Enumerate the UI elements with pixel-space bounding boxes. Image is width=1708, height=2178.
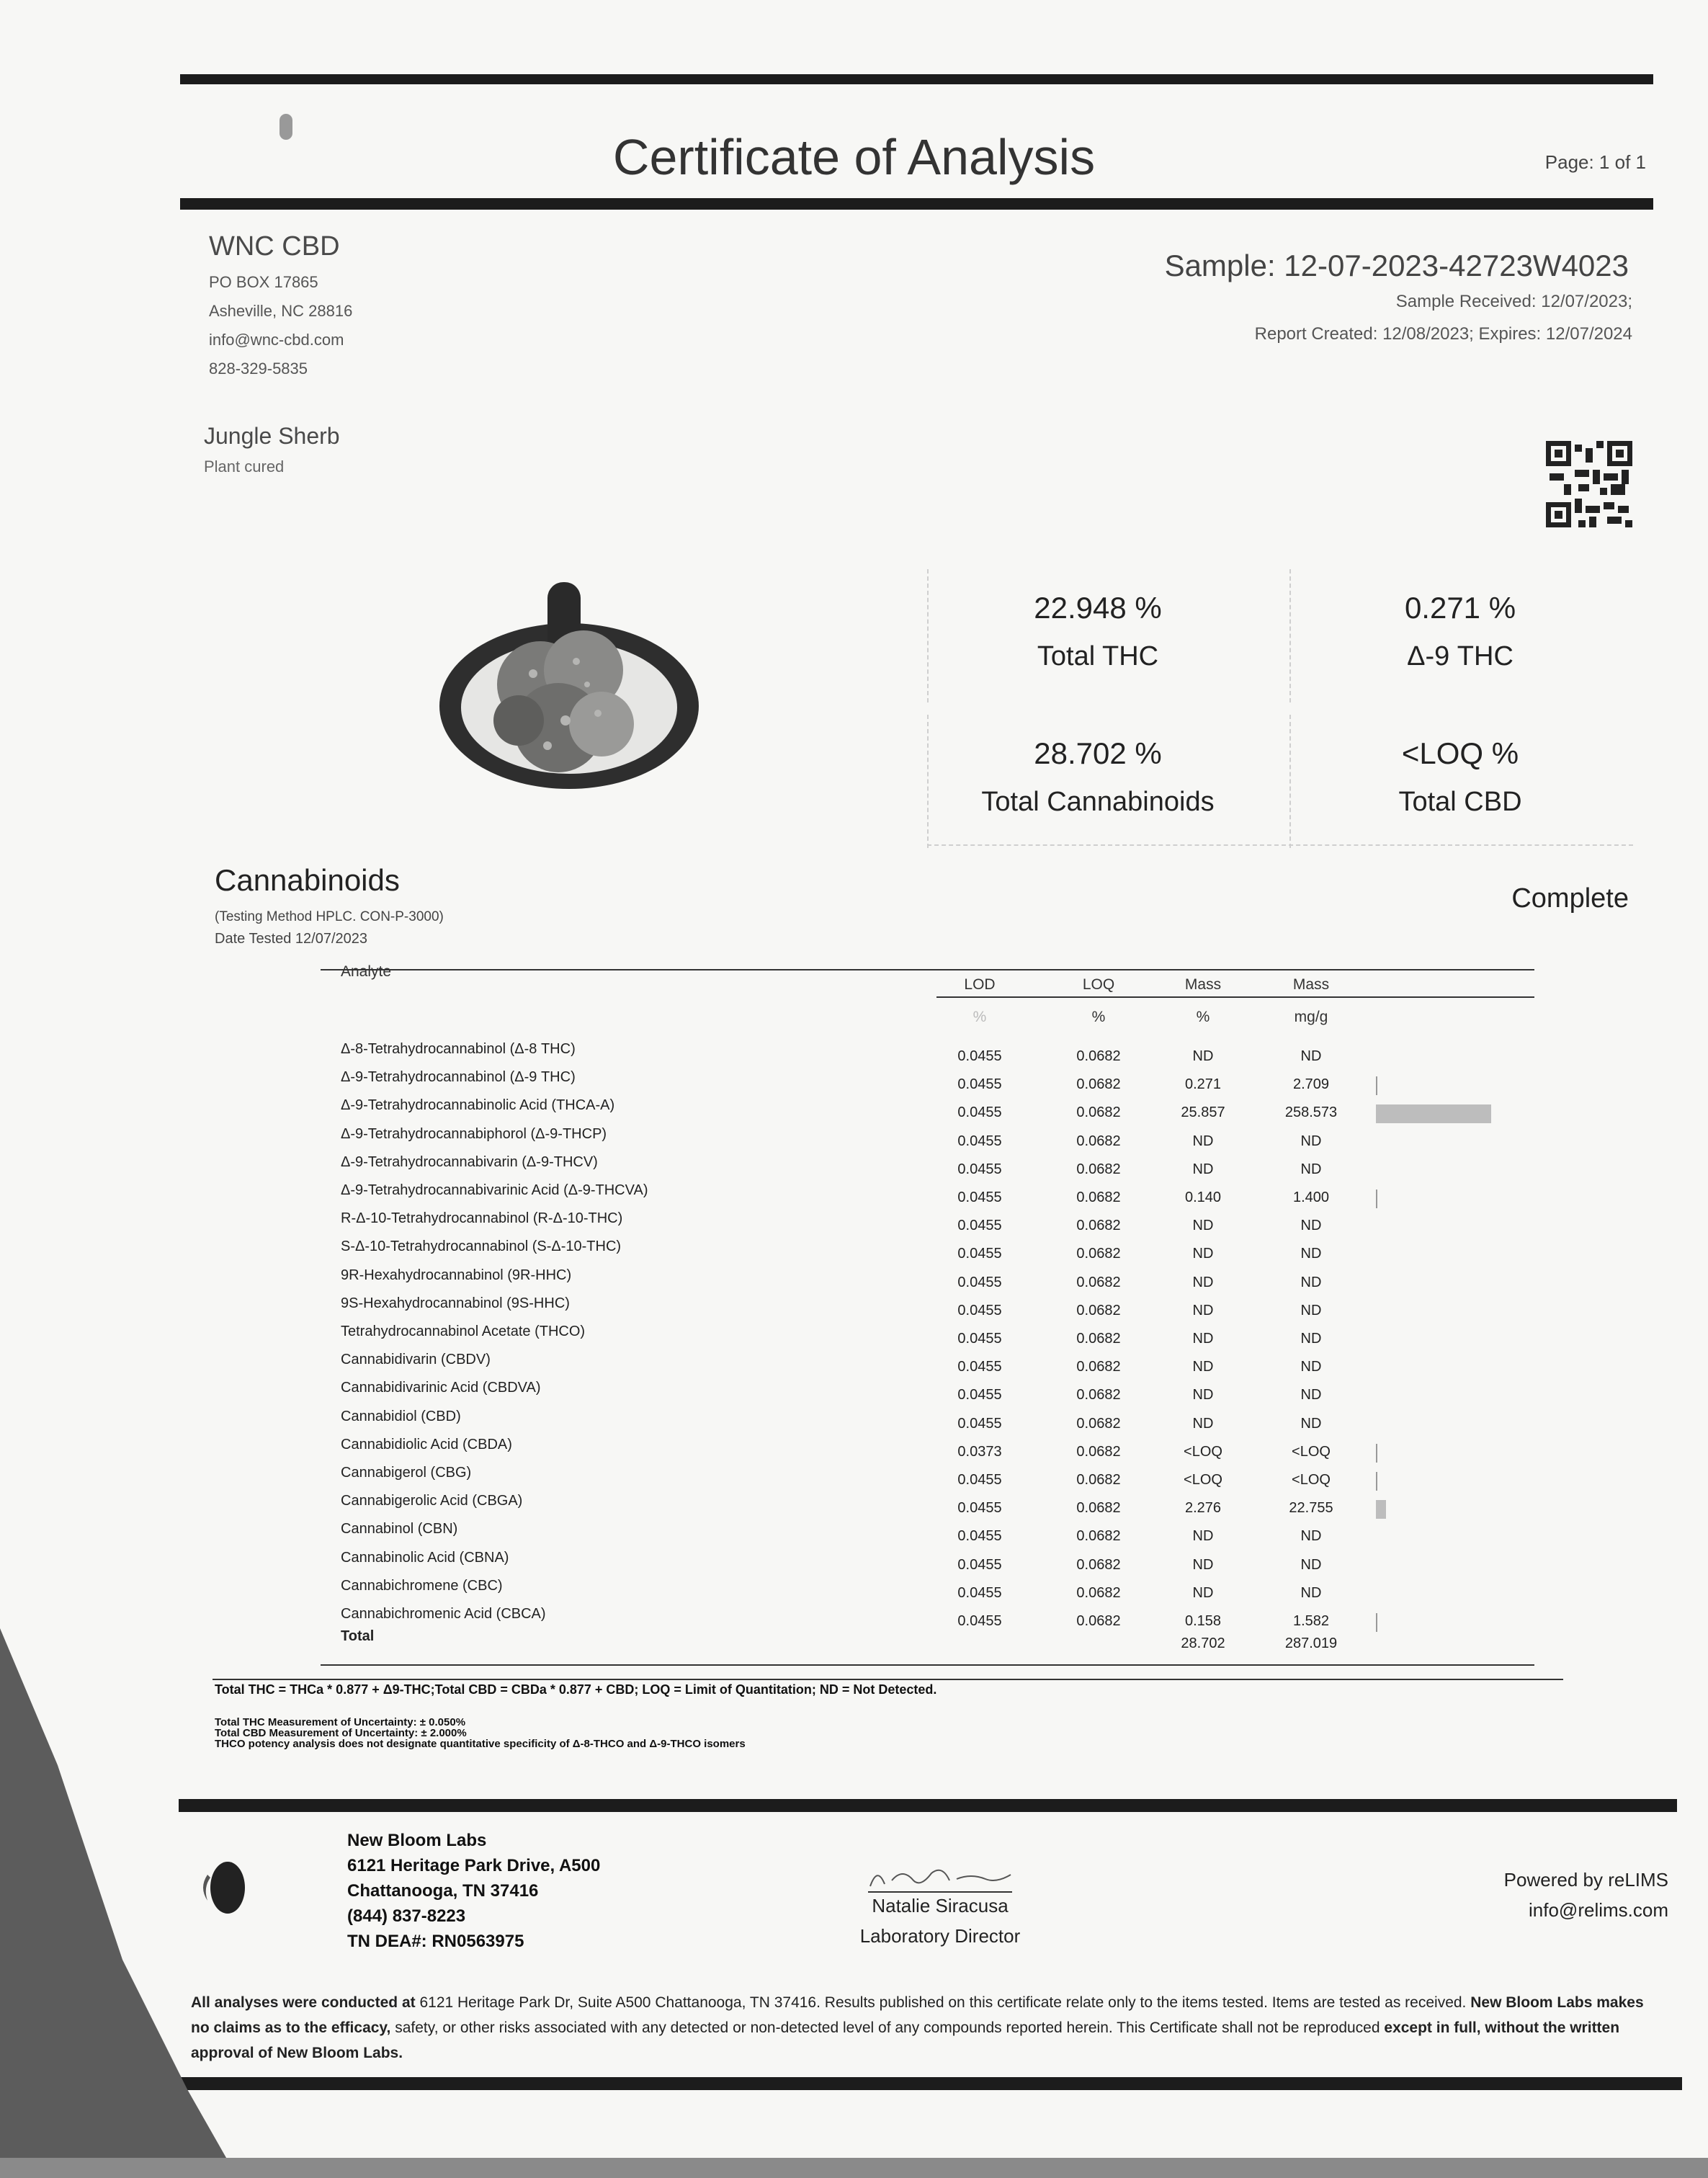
powered-by [1504,1865,1668,1925]
qr-code-icon[interactable] [1546,441,1632,527]
testing-method: (Testing Method HPLC. CON-P-3000) [215,909,444,924]
analyte-cell: Δ-9-Tetrahydrocannabivarin (Δ-9-THCV) [341,1153,598,1170]
mass-mgg-cell: ND [1300,1387,1322,1403]
mass-mgg-cell: <LOQ [1292,1443,1331,1460]
mass-pct-cell: ND [1192,1387,1214,1403]
lod-cell: 0.0455 [957,1500,1002,1517]
lod-cell: 0.0455 [957,1359,1002,1375]
header-lod: LOD [964,976,996,993]
analyte-cell: Δ-8-Tetrahydrocannabinol (Δ-8 THC) [341,1041,576,1057]
report-created: Report Created: 12/08/2023; Expires: 12/07/2024 [1254,324,1632,344]
mass-pct-cell: ND [1192,1161,1214,1177]
client-name: WNC CBD [209,231,340,262]
summary-value: 22.948 % [1034,591,1162,625]
mass-pct-cell: 0.140 [1184,1190,1222,1205]
client-email: info@wnc-cbd.com [209,331,344,349]
mass-pct-cell: 2.276 [1184,1500,1222,1517]
disclaimer-text-2: safety, or other risks associated with any detected or non-detected level of any compounds reported herein. This Certificate shall not be reproduced [390,2019,1385,2036]
lod-cell: 0.0455 [957,1528,1002,1545]
table-row [321,1380,1534,1408]
mass-mgg-cell: ND [1300,1584,1322,1601]
mass-pct-cell: ND [1192,1584,1214,1601]
loq-cell: 0.0682 [1076,1076,1121,1093]
table-row [321,1465,1534,1493]
client-address-line2: Asheville, NC 28816 [209,302,353,320]
total-label: Total [341,1628,375,1645]
mass-bar [1376,1076,1377,1095]
scan-shadow [0,1585,245,2178]
powered-by-email[interactable]: info@relims.com [1529,1899,1668,1921]
mass-pct-cell: ND [1192,1415,1214,1432]
footer-bottom-rule [176,2077,1682,2090]
date-tested: Date Tested 12/07/2023 [215,931,368,947]
mass-mgg-cell: 1.582 [1292,1613,1330,1629]
note-formula: Total THC = THCa * 0.877 + Δ9-THC;Total CBD = CBDa * 0.877 + CBD; LOQ = Limit of Quantitation; ND = Not Detected. [215,1682,937,1697]
table-row [321,1352,1534,1380]
analyte-cell: Δ-9-Tetrahydrocannabinolic Acid (THCA-A) [341,1097,615,1114]
table-row [321,1267,1534,1295]
mass-pct-cell: ND [1192,1218,1214,1234]
unit-mass-pct: % [1196,1009,1210,1025]
summary-value: 0.271 % [1404,591,1516,625]
summary-total-thc [927,569,1267,702]
header-mass-mgg: Mass [1292,976,1330,993]
mass-mgg-cell: ND [1300,1415,1322,1432]
analyte-cell: Δ-9-Tetrahydrocannabinol (Δ-9 THC) [341,1069,576,1086]
table-row [321,1295,1534,1324]
note-thco: THCO potency analysis does not designate quantitative specificity of Δ-8-THCO and Δ-9-THCO isomers [215,1738,746,1750]
mass-mgg-cell: ND [1300,1274,1322,1290]
mass-bar [1376,1104,1491,1123]
analyte-cell: Tetrahydrocannabinol Acetate (THCO) [341,1324,586,1339]
table-row [321,1041,1534,1069]
loq-cell: 0.0682 [1076,1161,1121,1177]
lod-cell: 0.0455 [957,1584,1002,1601]
lod-cell: 0.0455 [957,1302,1002,1318]
lod-cell: 0.0455 [957,1218,1002,1234]
results-table [321,963,1534,1672]
loq-cell: 0.0682 [1076,1104,1121,1121]
table-bottom-rule [321,1664,1534,1666]
powered-by-label: Powered by reLIMS [1503,1869,1668,1891]
header-divider [936,996,1534,998]
table-row [321,1182,1534,1210]
table-row [321,1521,1534,1549]
mass-pct-cell: ND [1192,1331,1214,1347]
analyte-cell: 9R-Hexahydrocannabinol (9R-HHC) [341,1267,572,1283]
client-phone: 828-329-5835 [209,360,308,378]
loq-cell: 0.0682 [1076,1359,1121,1375]
total-mgg: 287.019 [1284,1635,1338,1652]
analyte-cell: Cannabigerol (CBG) [341,1465,472,1481]
header-analyte: Analyte [341,963,392,980]
loq-cell: 0.0682 [1076,1528,1121,1545]
product-image [432,576,706,807]
analyte-cell: Cannabigerolic Acid (CBGA) [341,1493,523,1509]
sample-id: Sample: 12-07-2023-42723W4023 [1164,249,1629,282]
mass-mgg-cell: ND [1300,1556,1322,1573]
mass-bar [1376,1190,1377,1208]
signature-image [863,1859,1021,1895]
footer-top-rule [179,1799,1677,1812]
mass-mgg-cell: ND [1300,1331,1322,1347]
mass-mgg-cell: ND [1300,1048,1322,1064]
table-row [321,1493,1534,1521]
lod-cell: 0.0455 [957,1133,1002,1149]
analyte-cell: Cannabinolic Acid (CBNA) [341,1549,509,1566]
table-row [321,1126,1534,1154]
loq-cell: 0.0682 [1076,1472,1121,1488]
notes [215,1682,936,1699]
mass-pct-cell: 25.857 [1181,1104,1225,1121]
loq-cell: 0.0682 [1076,1246,1121,1262]
analyte-cell: Cannabichromenic Acid (CBCA) [341,1606,546,1622]
table-row [321,1324,1534,1352]
mass-bar [1376,1472,1377,1491]
lod-cell: 0.0373 [957,1443,1002,1460]
notes-rule [213,1679,1563,1680]
lab-info [347,1828,600,1954]
signatory-name: Natalie Siracusa [872,1895,1009,1916]
analyte-cell: Cannabidiolic Acid (CBDA) [341,1436,512,1452]
loq-cell: 0.0682 [1076,1218,1121,1234]
signature-line [868,1891,1012,1893]
lod-cell: 0.0455 [957,1048,1002,1064]
client-address-line1: PO BOX 17865 [209,273,318,291]
mass-pct-cell: ND [1192,1133,1214,1149]
mass-mgg-cell: ND [1300,1528,1322,1545]
disclaimer [191,1990,1660,2066]
table-total-row [321,1628,1534,1656]
analyte-cell: 9S-Hexahydrocannabinol (9S-HHC) [341,1295,570,1311]
lod-cell: 0.0455 [957,1387,1002,1403]
note-cbd-uncertainty: Total CBD Measurement of Uncertainty: ± 2.000% [215,1727,467,1739]
lod-cell: 0.0455 [957,1190,1002,1205]
analyte-cell: Cannabichromene (CBC) [341,1577,503,1594]
mass-mgg-cell: <LOQ [1292,1472,1331,1488]
loq-cell: 0.0682 [1076,1387,1121,1403]
disclaimer-text-1: 6121 Heritage Park Dr, Suite A500 Chattanooga, TN 37416. Results published on this certificate relate only to the items tested. Items are tested as received. [415,1994,1471,2011]
summary-value: 28.702 % [1034,736,1162,770]
mass-mgg-cell: ND [1300,1161,1322,1177]
loq-cell: 0.0682 [1076,1415,1121,1432]
mass-mgg-cell: 22.755 [1289,1500,1333,1517]
summary-value: <LOQ % [1401,736,1519,770]
summary-d9-thc [1289,569,1629,702]
scan-bottom-edge [0,2158,1708,2178]
lod-cell: 0.0455 [957,1556,1002,1573]
lod-cell: 0.0455 [957,1613,1002,1629]
mass-bar [1376,1444,1377,1463]
loq-cell: 0.0682 [1076,1048,1121,1064]
loq-cell: 0.0682 [1076,1443,1121,1460]
disclaimer-bold-3: except in full, without the written approval of New Bloom Labs. [191,2019,1620,2061]
mass-mgg-cell: ND [1300,1302,1322,1318]
analyte-cell: Cannabinol (CBN) [341,1521,458,1537]
mass-pct-cell: ND [1192,1528,1214,1545]
mass-pct-cell: <LOQ [1184,1443,1222,1460]
summary-label: Total Cannabinoids [981,787,1215,817]
section-title: Cannabinoids [215,863,400,897]
lod-cell: 0.0455 [957,1161,1002,1177]
table-row [321,1097,1534,1125]
loq-cell: 0.0682 [1076,1133,1121,1149]
lab-street: 6121 Heritage Park Drive, A500 [347,1856,601,1875]
lod-cell: 0.0455 [957,1331,1002,1347]
lod-cell: 0.0455 [957,1104,1002,1121]
mass-mgg-cell: ND [1300,1359,1322,1375]
loq-cell: 0.0682 [1076,1331,1121,1347]
table-row [321,1069,1534,1097]
table-row [321,1238,1534,1267]
status-badge: Complete [1511,883,1629,914]
analyte-cell: Δ-9-Tetrahydrocannabiphorol (Δ-9-THCP) [341,1125,607,1142]
signatory-title: Laboratory Director [859,1925,1021,1947]
lab-phone: (844) 837-8223 [347,1906,466,1926]
total-pct: 28.702 [1181,1635,1225,1652]
lab-dea: TN DEA#: RN0563975 [347,1932,524,1951]
mass-bar [1376,1500,1386,1519]
mass-pct-cell: ND [1192,1246,1214,1262]
table-row [321,1578,1534,1606]
unit-lod: % [973,1009,987,1025]
loq-cell: 0.0682 [1076,1613,1121,1629]
header-mass-pct: Mass [1184,976,1222,993]
unit-mass-mgg: mg/g [1294,1009,1328,1025]
mass-mgg-cell: 2.709 [1292,1076,1330,1093]
mass-pct-cell: ND [1192,1359,1214,1375]
mass-mgg-cell: ND [1300,1133,1322,1149]
mass-mgg-cell: ND [1300,1218,1322,1234]
mass-mgg-cell: 258.573 [1284,1104,1338,1121]
analyte-cell: Cannabidivarin (CBDV) [341,1352,491,1368]
mass-pct-cell: <LOQ [1184,1472,1222,1488]
lab-name: New Bloom Labs [347,1831,487,1850]
loq-cell: 0.0682 [1076,1500,1121,1517]
summary-total-cbd [1289,715,1629,848]
lod-cell: 0.0455 [957,1076,1002,1093]
disclaimer-bold-1: All analyses were conducted at [191,1994,416,2011]
table-row [321,1154,1534,1182]
table-top-rule [321,969,1534,970]
analyte-cell: Cannabidiol (CBD) [341,1408,461,1424]
page-number: Page: 1 of 1 [1544,151,1646,173]
mass-pct-cell: ND [1192,1048,1214,1064]
summary-total-cannabinoids [927,715,1267,848]
table-row [321,1437,1534,1465]
mass-pct-cell: ND [1192,1274,1214,1290]
mass-pct-cell: 0.271 [1184,1076,1222,1093]
mass-pct-cell: ND [1192,1302,1214,1318]
page-title: Certificate of Analysis [612,129,1096,185]
analyte-cell: S-Δ-10-Tetrahydrocannabinol (S-Δ-10-THC) [341,1238,622,1255]
product-name: Jungle Sherb [204,423,340,449]
mass-pct-cell: 0.158 [1184,1613,1222,1629]
lod-cell: 0.0455 [957,1472,1002,1488]
summary-label: Total CBD [1398,787,1522,817]
header-loq: LOQ [1082,976,1115,993]
mass-mgg-cell: ND [1300,1246,1322,1262]
table-row [321,1210,1534,1238]
table-row [321,1550,1534,1578]
header-top-rule [180,74,1653,84]
summary-label: Δ-9 THC [1407,641,1513,671]
lod-cell: 0.0455 [957,1246,1002,1262]
loq-cell: 0.0682 [1076,1190,1121,1205]
summary-label: Total THC [1037,641,1159,671]
analyte-cell: Cannabidivarinic Acid (CBDVA) [341,1380,541,1396]
client-address-block [209,268,352,383]
analyte-cell: R-Δ-10-Tetrahydrocannabinol (R-Δ-10-THC) [341,1210,623,1227]
loq-cell: 0.0682 [1076,1584,1121,1601]
lod-cell: 0.0455 [957,1415,1002,1432]
table-row [321,1409,1534,1437]
lod-cell: 0.0455 [957,1274,1002,1290]
loq-cell: 0.0682 [1076,1556,1121,1573]
analyte-cell: Δ-9-Tetrahydrocannabivarinic Acid (Δ-9-THCVA) [341,1182,648,1198]
unit-loq: % [1091,1009,1106,1025]
product-type: Plant cured [204,458,285,476]
note-thc-uncertainty: Total THC Measurement of Uncertainty: ± 0.050% [215,1716,466,1728]
mass-mgg-cell: 1.400 [1292,1190,1330,1205]
header-bottom-rule [180,198,1653,210]
uncertainty-notes [215,1717,746,1749]
sample-received: Sample Received: 12/07/2023; [1395,292,1632,311]
lab-city: Chattanooga, TN 37416 [347,1881,539,1901]
loq-cell: 0.0682 [1076,1302,1121,1318]
summary-bottom-divider [927,844,1633,846]
loq-cell: 0.0682 [1076,1274,1121,1290]
mass-pct-cell: ND [1192,1556,1214,1573]
disclaimer-bold-2: New Bloom Labs makes no claims as to the efficacy, [191,1994,1644,2036]
